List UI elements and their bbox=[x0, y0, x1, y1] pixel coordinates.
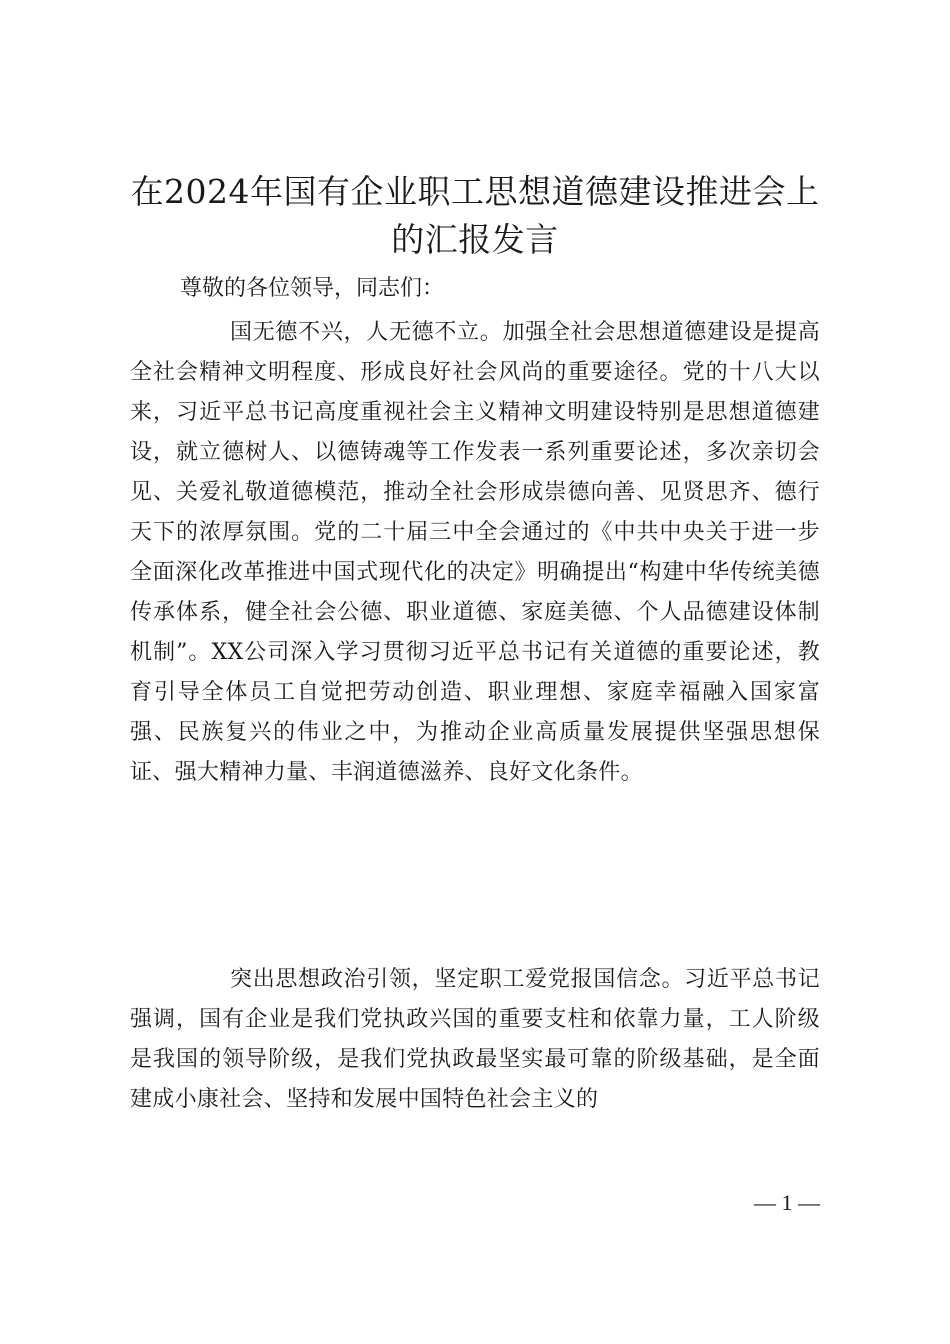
body-paragraph-2: 突出思想政治引领，坚定职工爱党报国信念。习近平总书记强调，国有企业是我们党执政兴国的重要支柱和依靠力量，工人阶级是我国的领导阶级，是我们党执政最坚实最可靠的阶级基础，是全面建成小康社会、坚持和发展中国特色社会主义的 bbox=[130, 967, 820, 1112]
page-number: — 1 — bbox=[754, 1190, 820, 1215]
document-title: 在2024年国有企业职工思想道德建设推进会上的汇报发言 bbox=[130, 172, 820, 259]
salutation: 尊敬的各位领导，同志们： bbox=[180, 276, 445, 301]
body-paragraph-1: 国无德不兴，人无德不立。加强全社会思想道德建设是提高全社会精神文明程度、形成良好社会风尚的重要途径。党的十八大以来，习近平总书记高度重视社会主义精神文明建设特别是思想道德建设，就立德树人、以德铸魂等工作发表一系列重要论述，多次亲切会见、关爱礼敬道德模范，推动全社会形成崇德向善、见贤思齐、德行天下的浓厚氛围。党的二十届三中全会通过的《中共中央关于进一步全面深化改革推进中国式现代化的决定》明确提出“构建中华传统美德传承体系，健全社会公德、职业道德、家庭美德、个人品德建设体制机制”。XX公司深入学习贯彻习近平总书记有关道德的重要论述，教育引导全体员工自觉把劳动创造、职业理想、家庭幸福融入国家富强、民族复兴的伟业之中，为推动企业高质量发展提供坚强思想保证、强大精神力量、丰润道德滋养、良好文化条件。 bbox=[130, 320, 820, 785]
